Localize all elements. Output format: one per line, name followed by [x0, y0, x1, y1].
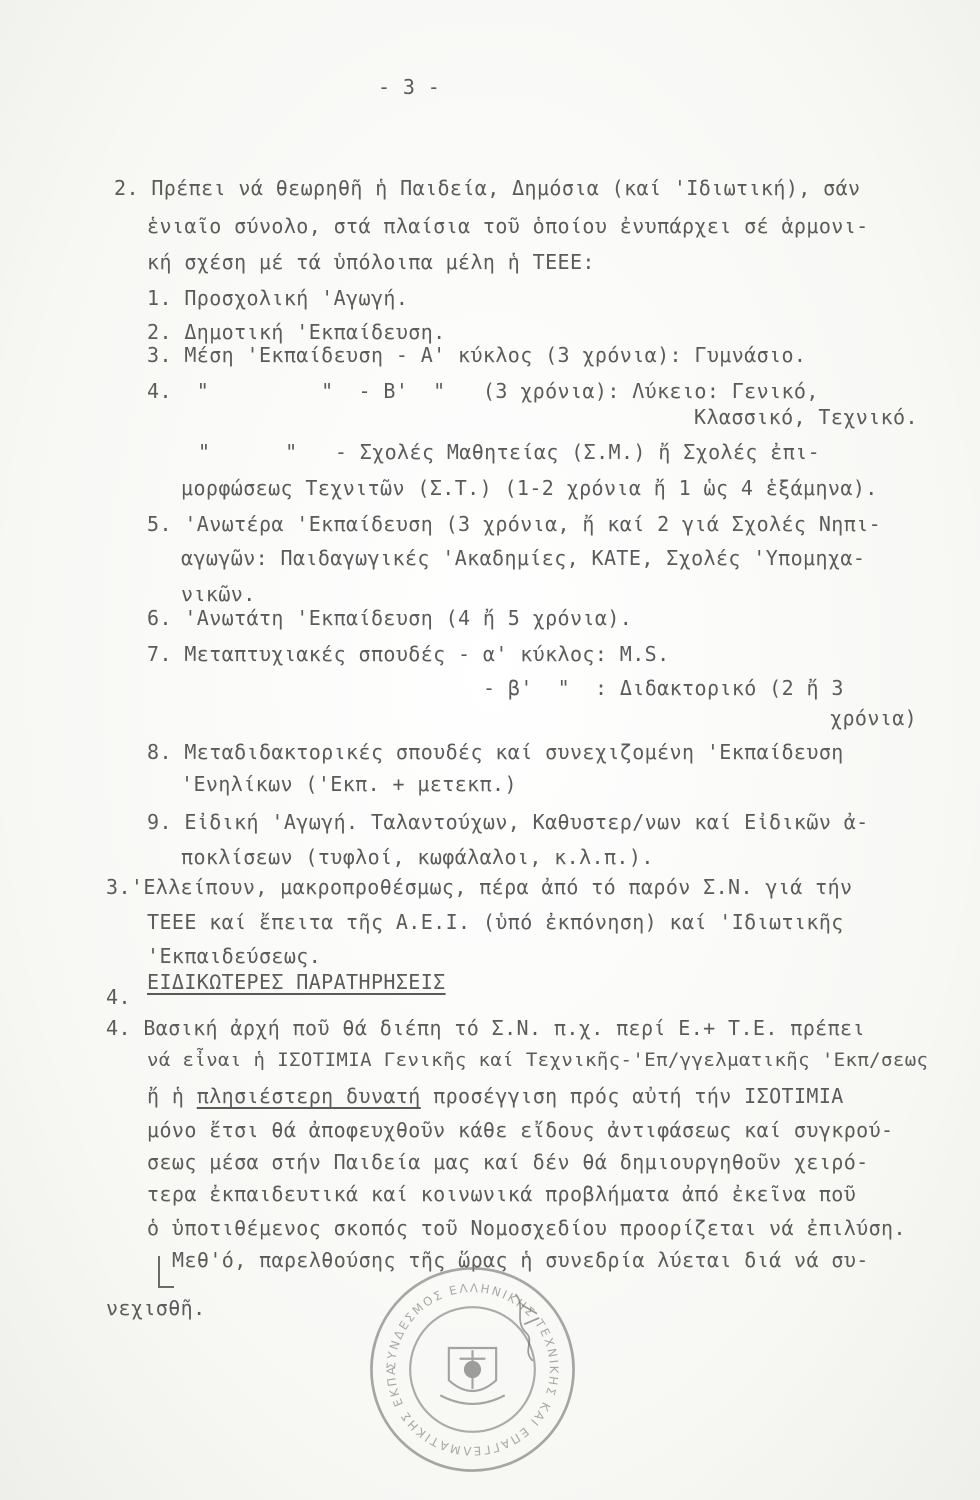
list-item: 7. Μεταπτυχιακές σπουδές - α' κύκλος: M.S. [147, 642, 670, 666]
text-line: νικῶν. [181, 582, 256, 606]
round-seal-stamp [365, 1262, 580, 1477]
text-line: χρόνια) [830, 706, 918, 730]
text-line: αγωγῶν: Παιδαγωγικές 'Ακαδημίες, ΚΑΤΕ, Σχολές 'Υπομηχα- [181, 546, 866, 570]
text-line: ΤΕΕΕ καί ἔπειτα τῆς Α.Ε.Ι. (ὑπό ἐκπόνηση) καί 'Ιδιωτικῆς [147, 910, 844, 934]
underlined-phrase: πλησιέστερη δυνατή [196, 1084, 421, 1108]
text-line: μόνο ἔτσι θά ἀποφευχθοῦν κάθε εἴδους ἀντιφάσεως καί συγκρού- [147, 1118, 894, 1142]
section-number: 4. [106, 985, 131, 1009]
list-item: 3. Μέση 'Εκπαίδευση - Α' κύκλος (3 χρόνια): Γυμνάσιο. [147, 343, 807, 367]
list-item: 4. " " - Β' " (3 χρόνια): Λύκειο: Γενικό, [147, 379, 819, 403]
text-line: 'Εκπαιδεύσεως. [147, 944, 322, 968]
text-line: 2. Πρέπει νά θεωρηθῆ ἡ Παιδεία, Δημόσια (καί 'Ιδιωτική), σάν [114, 176, 861, 200]
seal-icon [365, 1262, 580, 1477]
list-item: 1. Προσχολική 'Αγωγή. [147, 286, 409, 310]
list-item: 8. Μεταδιδακτορικές σπουδές καί συνεχιζομένη 'Εκπαίδευση [147, 740, 844, 764]
list-item: 6. 'Ανωτάτη 'Εκπαίδευση (4 ἤ 5 χρόνια). [147, 606, 633, 630]
list-item: 9. Εἰδική 'Αγωγή. Ταλαντούχων, Καθυστερ/νων καί Εἰδικῶν ἀ- [147, 810, 869, 834]
text-line: Μεθ'ό, παρελθούσης τῆς ὥρας ἡ συνεδρία λύεται διά νά συ- [172, 1248, 869, 1272]
text-line: μορφώσεως Τεχνιτῶν (Σ.Τ.) (1-2 χρόνια ἤ 1 ὡς 4 ἑξάμηνα). [181, 476, 878, 500]
text-line: νά εἶναι ἡ ΙΣΟΤΙΜΙΑ Γενικῆς καί Τεχνικῆς-'Επ/γγελματικῆς 'Εκπ/σεως [147, 1049, 929, 1071]
text-line: κή σχέση μέ τά ὑπόλοιπα μέλη ἡ ΤΕΕΕ: [147, 250, 595, 274]
page-number: - 3 - [378, 75, 441, 99]
text-line: 4. Βασική ἀρχή ποῦ θά διέπη τό Σ.Ν. π.χ. περί Ε.+ Τ.Ε. πρέπει [106, 1016, 865, 1040]
text-line: σεως μέσα στήν Παιδεία μας καί δέν θά δημιουργηθοῦν χειρό- [147, 1150, 869, 1174]
list-item: 2. Δημοτική 'Εκπαίδευση. [147, 320, 446, 344]
text-line: 3.'Ελλείπουν, μακροπροθέσμως, πέρα ἀπό τό παρόν Σ.Ν. γιά τήν [106, 875, 853, 899]
text-line: τερα ἐκπαιδευτικά καί κοινωνικά προβλήματα ἀπό ἐκεῖνα ποῦ [147, 1182, 857, 1206]
list-item: " " - Σχολές Μαθητείας (Σ.Μ.) ἤ Σχολές ἐπι- [198, 440, 821, 464]
text-line [147, 1084, 844, 1108]
text-line: νεχισθῆ. [106, 1296, 206, 1320]
text-line: ποκλίσεων (τυφλοί, κωφάλαλοι, κ.λ.π.). [181, 845, 654, 869]
svg-text:ΣΥΝΔΕΣΜΟΣ ΕΛΛΗΝΙΚΗΣ ΤΕΧΝΙΚΗΣ Κ: ΣΥΝΔΕΣΜΟΣ ΕΛΛΗΝΙΚΗΣ ΤΕΧΝΙΚΗΣ ΚΑΙ ΕΠΑΓΓΕΛΜΑΤΙΚΗΣ ΕΚΠΑ [383, 1280, 561, 1459]
text-line: ὁ ὑποτιθέμενος σκοπός τοῦ Νομοσχεδίου προορίζεται νά ἐπιλύση. [147, 1216, 906, 1240]
text-fragment: προσέγγιση πρός αὐτή τήν ΙΣΟΤΙΜΙΑ [420, 1084, 844, 1108]
text-line: Κλασσικό, Τεχνικό. [694, 405, 918, 429]
text-fragment: ἤ ἡ [147, 1084, 197, 1108]
list-item: 5. 'Ανωτέρα 'Εκπαίδευση (3 χρόνια, ἤ καί 2 γιά Σχολές Νηπι- [147, 512, 882, 536]
text-line: 'Ενηλίκων ('Εκπ. + μετεκπ.) [181, 772, 517, 796]
text-line: - β' " : Διδακτορικό (2 ἤ 3 [483, 676, 844, 700]
text-line: ἑνιαῖο σύνολο, στά πλαίσια τοῦ ὁποίου ἐνυπάρχει σέ ἁρμονι- [147, 214, 869, 238]
section-heading: ΕΙΔΙΚΩΤΕΡΕΣ ΠΑΡΑΤΗΡΗΣΕΙΣ [147, 970, 446, 994]
